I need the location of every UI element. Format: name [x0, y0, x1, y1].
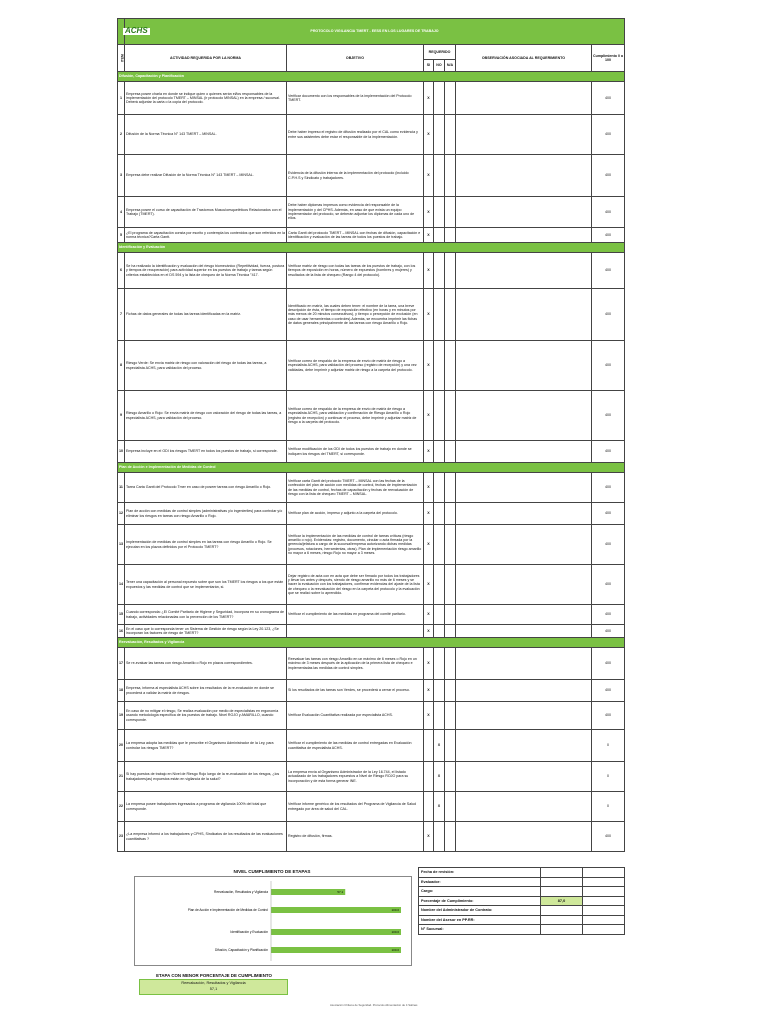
compliance-value: 400	[592, 605, 625, 625]
check-no	[434, 680, 445, 702]
item-number: 9	[118, 391, 125, 441]
compliance-value: 400	[592, 155, 625, 197]
info-row	[419, 925, 625, 935]
check-si: X	[424, 680, 434, 702]
chart-title: NIVEL CUMPLIMIENTO DE ETAPAS	[233, 869, 311, 874]
check-na	[445, 253, 456, 289]
check-si: X	[424, 391, 434, 441]
activity-text: Empresa debe realizar Difusión de la Norma Técnica N° 143 TMERT – MINSAL.	[125, 155, 287, 197]
col-cumplimiento: Cumplimiento 0 a 100	[592, 45, 625, 72]
check-si: X	[424, 648, 434, 680]
check-si: X	[424, 441, 434, 463]
check-si: X	[424, 503, 434, 525]
check-na	[445, 730, 456, 762]
section-header	[118, 463, 625, 473]
item-number: 14	[118, 565, 125, 605]
objective-text: Verificar correo de respaldo de la empresa de envío de matriz de riesgo a especialista ACHS, para validación del proceso (registro de recepción) y una vez validadas, debe imprimir y adjuntar matriz de riesgo a la carpeta del protocolo.	[287, 341, 424, 391]
min-stage-name: Reevaluación, Resultados y Vigilancia	[181, 981, 246, 985]
check-na	[445, 625, 456, 638]
col-si: SI	[424, 60, 434, 72]
objective-text: Dejar registro de acta con en acta que debe ser firmado por todos los trabajadores y llevar los antes y después, siendo de riesgo amarillo no más de 6 meses y se hacer la evaluación con los trabajadores, confirmar evidencias del ajuste de la lista de chequeo o la reevaluación del riesgo en la carpeta del protocolo y la evaluación que se realizó sobre lo aprendido.	[287, 565, 424, 605]
compliance-value: 400	[592, 441, 625, 463]
table-row	[118, 155, 625, 197]
item-number: 20	[118, 730, 125, 762]
section-title: Reevaluación, Resultados y Vigilancia	[118, 638, 625, 648]
objective-text: Verificar modificación de los ODI de todos los puestos de trabajo en donde se indiquen los riesgos del TMERT, si corresponde.	[287, 441, 424, 463]
info-blank	[583, 896, 625, 906]
chart-svg	[135, 877, 411, 965]
compliance-value: 400	[592, 253, 625, 289]
table-row	[118, 680, 625, 702]
min-stage-label: ETAPA CON MENOR PORCENTAJE DE CUMPLIMIENTO	[156, 973, 272, 978]
objective-text: La empresa envía al Organismo Administrador de la Ley 16.744, el listado actualizado de los trabajadores expuestos a Nivel de Riesgo ROJO para su incorporación y de esta forma generar INE.	[287, 762, 424, 792]
objective-text: Verificar correo de respaldo de la empresa de envío de matriz de riesgo a especialista ACHS, para validación y confirmación de Riesgo Amarillo o Rojo (registro de recepción) y continuar el proceso, debe imprimir y adjuntar matriz de riesgo a la carpeta del protocolo.	[287, 391, 424, 441]
check-na	[445, 341, 456, 391]
compliance-value: 400	[592, 625, 625, 638]
compliance-value: 400	[592, 648, 625, 680]
col-requerido: REQUERIDO	[424, 45, 456, 60]
activity-text: La empresa adopta las medidas que le prescribe el Organismo Administrador de la Ley, para controlar los riesgos TMERT?	[125, 730, 287, 762]
check-no	[434, 228, 445, 243]
observation-cell	[456, 82, 592, 115]
check-si: X	[424, 155, 434, 197]
observation-cell	[456, 155, 592, 197]
info-row	[419, 906, 625, 916]
info-row	[419, 877, 625, 887]
check-si: X	[424, 565, 434, 605]
info-blank	[583, 925, 625, 935]
compliance-value: 400	[592, 503, 625, 525]
table-row	[118, 730, 625, 762]
observation-cell	[456, 648, 592, 680]
table-row	[118, 115, 625, 155]
check-na	[445, 115, 456, 155]
check-si: X	[424, 228, 434, 243]
info-row	[419, 868, 625, 878]
observation-cell	[456, 702, 592, 730]
compliance-value: 400	[592, 228, 625, 243]
check-na	[445, 525, 456, 565]
check-no	[434, 341, 445, 391]
table-row	[118, 503, 625, 525]
objective-text: Verificar Evaluación Cuantitativa realizada por especialista ACHS.	[287, 702, 424, 730]
min-stage-box	[139, 979, 288, 995]
activity-text: Cuando corresponda: ¿El Comité Paritario de Higiene y Seguridad, incorpora en su cronograma de trabajo, actividades relacionadas con la prevención de los TMERT?	[125, 605, 287, 625]
table-row	[118, 341, 625, 391]
objective-text: Carta Gantt del protocolo TMERT – MINSAL con fechas de difusión, capacitación e identificación y evaluación de las tareas de todos los puestos de trabajo.	[287, 228, 424, 243]
compliance-value: 400	[592, 391, 625, 441]
logo-cell	[118, 19, 148, 45]
observation-cell	[456, 605, 592, 625]
table-row	[118, 473, 625, 503]
table-row	[118, 822, 625, 852]
review-info-table	[418, 867, 625, 935]
observation-cell	[456, 197, 592, 228]
info-label: Nombre del Administrador de Contrato:	[419, 906, 541, 916]
info-value	[541, 868, 583, 878]
activity-text: Empresa posee el curso de capacitación de Trastornos Musculoesqueléticos Relacionados con el Trabajo (TMERT).	[125, 197, 287, 228]
info-value	[541, 906, 583, 916]
observation-cell	[456, 680, 592, 702]
item-number: 4	[118, 197, 125, 228]
observation-cell	[456, 228, 592, 243]
chart-bar	[271, 889, 345, 895]
check-no	[434, 391, 445, 441]
objective-text: Verificar la implementación de las medidas de control de tareas críticas (riesgo amarillo o rojo). Evidencias: registro, documento, circular o acta firmada por la gerencia/jefatura a cargo de la sucursal/empresa autorizando dichas medidas (procesos, rotaciones, herramientas, otras). Plan de implementación riesgo amarillo no mayor a 6 meses, riesgo Rojo no mayor a 3 meses.	[287, 525, 424, 565]
check-no	[434, 503, 445, 525]
activity-text: La empresa posee trabajadores ingresados a programa de vigilancia 100% del total que corresponde.	[125, 792, 287, 822]
chart-category-label: Reevaluación, Resultados y Vigilancia	[214, 890, 268, 895]
check-no	[434, 253, 445, 289]
item-number: 1	[118, 82, 125, 115]
info-label: Nombre del Asesor en PP.RR:	[419, 915, 541, 925]
table-row	[118, 82, 625, 115]
check-si: X	[424, 197, 434, 228]
item-number: 19	[118, 702, 125, 730]
activity-text: En el caso que lo corresponda tener un Sistema de Gestión de riesgo según la Ley 20.123, ¿Se incorporan los factores de riesgo de TMERT?	[125, 625, 287, 638]
check-si: X	[424, 253, 434, 289]
info-blank	[583, 877, 625, 887]
chart-value-label: 57.1	[337, 890, 344, 895]
info-blank	[583, 868, 625, 878]
activity-text: Se ha realizado la identificación y evaluación del riesgo biomecánico (Repetitividad, fuerza, postura y tiempos de recuperación) para actividad superior en los puestos de trabajo y tareas según criterios establecidos en el DS 594 y la lista de chequeo de la Norma Técnica °417.	[125, 253, 287, 289]
item-number: 3	[118, 155, 125, 197]
objective-text: Reevaluar las tareas con riesgo Amarillo en un máximo de 6 meses o Rojo en un máximo de 3 meses después de la aplicación de la primera lista de chequeo e implementadas las medidas de control simples.	[287, 648, 424, 680]
check-na	[445, 197, 456, 228]
objective-text: Identificado en matriz, las cuales deben tener: el nombre de la tarea, una breve descripción de ésta, el tiempo de exposición efectivo (en horas y en minutos por más menos de 20 minutos consecutivos), y tiempo o percepción de exclusión (en caso de usar herramientas o controles).Además, se encuentra imprimir las fichas de datos generales principalmente de las tareas con riesgo Amarillo o Rojo.	[287, 289, 424, 341]
table-row	[118, 228, 625, 243]
observation-cell	[456, 115, 592, 155]
col-actividad: ACTIVIDAD REQUERIDA POR LA NORMA	[125, 45, 287, 72]
section-title: Plan de Acción e Implementación de Medidas de Control	[118, 463, 625, 473]
compliance-value: 400	[592, 289, 625, 341]
table-row	[118, 197, 625, 228]
check-si: X	[424, 605, 434, 625]
objective-text: Verificar el cumplimiento de las medidas de control entregadas en Evaluación cuantitativa de especialista ACHS.	[287, 730, 424, 762]
objective-text: Verificar informe genérico de los resultados del Programa de Vigilancia de Salud entregado por área de salud del CAL.	[287, 792, 424, 822]
section-header	[118, 72, 625, 82]
min-stage-value: 57,1	[209, 987, 218, 991]
objective-text: Verificar plan de acción, impreso y adjunto a la carpeta del protocolo.	[287, 503, 424, 525]
check-no	[434, 197, 445, 228]
observation-cell	[456, 762, 592, 792]
objective-text: Verificar matriz de riesgo con todas las tareas de los puestos de trabajo, con los tiempos de exposición en horas, número de expuestos (hombres y mujeres) y resultados de la lista de chequeo (Rango 4 del protocolo).	[287, 253, 424, 289]
item-number: 5	[118, 228, 125, 243]
info-row	[419, 887, 625, 897]
check-na	[445, 680, 456, 702]
item-number: 7	[118, 289, 125, 341]
compliance-value: 400	[592, 680, 625, 702]
info-value	[541, 877, 583, 887]
check-no	[434, 82, 445, 115]
check-si: X	[424, 82, 434, 115]
activity-text: Tarea Carta Gantt del Protocolo Tmer en caso de poseer tareas con riesgo Amarillo o Rojo.	[125, 473, 287, 503]
item-number: 6	[118, 253, 125, 289]
table-row	[118, 525, 625, 565]
section-header	[118, 243, 625, 253]
observation-cell	[456, 525, 592, 565]
col-objetivo: OBJETIVO	[287, 45, 424, 72]
check-na	[445, 441, 456, 463]
chart-category-label: Identificación y Evaluación	[230, 930, 268, 935]
check-no	[434, 155, 445, 197]
compliance-value: 400	[592, 197, 625, 228]
check-na	[445, 648, 456, 680]
check-no	[434, 441, 445, 463]
observation-cell	[456, 822, 592, 852]
info-value	[541, 887, 583, 897]
observation-cell	[456, 730, 592, 762]
footnote: Asociación Chilena de Seguridad. Protocolo Alimentación de 4 Salinas	[330, 1003, 418, 1007]
check-no: X	[434, 762, 445, 792]
chart-bar	[271, 947, 401, 953]
check-na	[445, 289, 456, 341]
check-na	[445, 702, 456, 730]
section-title: Identificación y Evaluación	[118, 243, 625, 253]
check-na	[445, 473, 456, 503]
item-number: 2	[118, 115, 125, 155]
info-label: Cargo:	[419, 887, 541, 897]
table-row	[118, 391, 625, 441]
table-row	[118, 253, 625, 289]
objective-text: Si los resultados de las tareas son Verdes, se procederá a cerrar el proceso.	[287, 680, 424, 702]
objective-text: Debe haber impreso el registro de difusión realizado por el CAL como evidencia y entre sus asistentes debe estar el responsable de la implementación.	[287, 115, 424, 155]
activity-text: Plan de acción con medidas de control simples (administrativas y/o ingenieriles) para controlar y/o eliminar los riesgos en tareas con riesgo Amarillo o Rojo.	[125, 503, 287, 525]
col-item: ITEM	[118, 45, 125, 72]
item-number: 10	[118, 441, 125, 463]
check-si: X	[424, 525, 434, 565]
check-no: X	[434, 792, 445, 822]
info-value	[541, 925, 583, 935]
check-si: X	[424, 289, 434, 341]
compliance-value: 0	[592, 792, 625, 822]
chart-value-label: 100.0	[391, 930, 399, 935]
objective-text: Registro de difusión, firmas.	[287, 822, 424, 852]
observation-cell	[456, 253, 592, 289]
check-no	[434, 822, 445, 852]
check-na	[445, 391, 456, 441]
chart-bar	[271, 929, 401, 935]
table-row	[118, 648, 625, 680]
check-no: X	[434, 730, 445, 762]
check-si	[424, 730, 434, 762]
objective-text: Debe haber diplomas impresos como evidencia del responsable de la implementación y del CPHS. Además, en caso de que exista un equipo implementador del protocolo, se deberán adjuntar los diplomas de cada uno de ellos.	[287, 197, 424, 228]
check-na	[445, 82, 456, 115]
chart-category-label: Difusión, Capacitación y Planificación	[215, 948, 268, 953]
observation-cell	[456, 341, 592, 391]
check-na	[445, 155, 456, 197]
check-no	[434, 648, 445, 680]
item-number: 21	[118, 762, 125, 792]
info-row	[419, 915, 625, 925]
objective-text	[287, 625, 424, 638]
activity-text: ¿La empresa informó a los trabajadores y CPHS, Sindicatos de los resultados de las evaluaciones cuantitativas ?	[125, 822, 287, 852]
check-si: X	[424, 341, 434, 391]
protocol-sheet	[117, 18, 624, 852]
activity-text: En caso de no mitigar el riesgo, Se realiza evaluación por medio de especialistas en ergonomía usando metodología específica de los puestos de trabajo. Nivel ROJO y AMARILLO, cuando corresponde.	[125, 702, 287, 730]
table-row	[118, 762, 625, 792]
check-no	[434, 289, 445, 341]
table-row	[118, 702, 625, 730]
document-title: PROTOCOLO VIGILANCIA TMERT - EESS EN LOS LUGARES DE TRABAJO	[125, 19, 625, 45]
activity-text: Empresa incluye en el ODI los riesgos TMERT en todos los puestos de trabajo, si corresponde.	[125, 441, 287, 463]
info-blank	[583, 887, 625, 897]
info-label: Porcentaje de Cumplimiento:	[419, 896, 541, 906]
objective-text: Verificar carta Gantt del protocolo TMERT – MINSAL con las fechas de la confección del plan de acción con medidas de control, fechas de implementación de las medidas de control, fechas de capacitación y fechas de reevaluación de riesgo con la lista de chequeo TMERT – MINSAL.	[287, 473, 424, 503]
observation-cell	[456, 289, 592, 341]
observation-cell	[456, 473, 592, 503]
activity-text: Implementación de medidas de control simples en las tareas con riesgo Amarillo o Rojo. Se ejecutan en los plazos definidos por el Protocolo TMERT?	[125, 525, 287, 565]
compliance-value: 400	[592, 565, 625, 605]
observation-cell	[456, 625, 592, 638]
objective-text: Verificar documento con los responsables de la implementación del Protocolo TMERT.	[287, 82, 424, 115]
check-no	[434, 702, 445, 730]
compliance-value: 400	[592, 525, 625, 565]
item-number: 15	[118, 605, 125, 625]
compliance-value: 400	[592, 82, 625, 115]
section-header	[118, 638, 625, 648]
info-row	[419, 896, 625, 906]
compliance-value: 400	[592, 702, 625, 730]
check-no	[434, 115, 445, 155]
item-number: 16	[118, 625, 125, 638]
item-number: 17	[118, 648, 125, 680]
col-na: N/A	[445, 60, 456, 72]
protocol-table	[117, 18, 625, 852]
item-number: 23	[118, 822, 125, 852]
table-row	[118, 289, 625, 341]
activity-text: Riesgo Amarillo o Rojo: Se envía matriz de riesgo con valoración del riesgo de todas las tareas, a especialista ACHS, para validación del proceso.	[125, 391, 287, 441]
check-si: X	[424, 702, 434, 730]
table-row	[118, 605, 625, 625]
check-no	[434, 605, 445, 625]
activity-text: Riesgo Verde: Se envía matriz de riesgo con valoración del riesgo de todas las tareas, a especialista ACHS, para validación del proceso.	[125, 341, 287, 391]
compliance-value: 400	[592, 341, 625, 391]
chart-value-label: 100.0	[391, 908, 399, 913]
check-na	[445, 792, 456, 822]
observation-cell	[456, 565, 592, 605]
info-label: Fecha de revisión:	[419, 868, 541, 878]
achs-logo: ACHS	[125, 26, 148, 36]
check-na	[445, 605, 456, 625]
stage-compliance-chart	[134, 876, 412, 966]
col-observacion: OBSERVACIÓN ASOCIADA AL REQUERIMIENTO	[456, 45, 592, 72]
info-value	[541, 915, 583, 925]
info-label: N° Sucursal:	[419, 925, 541, 935]
table-row	[118, 792, 625, 822]
info-blank	[583, 906, 625, 916]
observation-cell	[456, 792, 592, 822]
activity-text: ¿El programa de capacitación consta por escrito y contempla los contenidos que son referidos en la norma técnica?Carta Gantt.	[125, 228, 287, 243]
check-si: X	[424, 115, 434, 155]
check-na	[445, 822, 456, 852]
check-no	[434, 473, 445, 503]
observation-cell	[456, 391, 592, 441]
check-na	[445, 228, 456, 243]
check-si	[424, 792, 434, 822]
info-label: Evaluador:	[419, 877, 541, 887]
compliance-value: 0	[592, 730, 625, 762]
compliance-value: 400	[592, 473, 625, 503]
activity-text: Tener una capacitación al personal expuesto sobre que son los TMERT los riesgos a los que están expuestos y las medidas de control que se implementarán, si.	[125, 565, 287, 605]
chart-value-label: 100.0	[391, 948, 399, 953]
compliance-value: 400	[592, 822, 625, 852]
compliance-value: 0	[592, 762, 625, 792]
check-na	[445, 762, 456, 792]
check-no	[434, 565, 445, 605]
item-number: 8	[118, 341, 125, 391]
activity-text: Fichas de datos generales de todas las tareas identificadas en la matriz.	[125, 289, 287, 341]
check-si: X	[424, 625, 434, 638]
observation-cell	[456, 441, 592, 463]
check-si	[424, 762, 434, 792]
item-number: 11	[118, 473, 125, 503]
chart-category-label: Plan de Acción e Implementación de Medidas de Control	[187, 908, 268, 913]
section-title: Difusión, Capacitación y Planificación	[118, 72, 625, 82]
table-row	[118, 441, 625, 463]
item-number: 12	[118, 503, 125, 525]
observation-cell	[456, 503, 592, 525]
check-no	[434, 625, 445, 638]
check-si: X	[424, 822, 434, 852]
table-row	[118, 625, 625, 638]
activity-text: Difusión de la Norma Técnica N° 143 TMERT – MINSAL.	[125, 115, 287, 155]
item-number: 13	[118, 525, 125, 565]
activity-text: Se re-evaluar las tareas con riesgo Amarillo o Rojo en plazos correspondientes.	[125, 648, 287, 680]
check-si: X	[424, 473, 434, 503]
activity-text: Empresa, informa al especialista ACHS sobre los resultados de la re-evaluación en donde se procederá a validar la matriz de riesgos.	[125, 680, 287, 702]
activity-text: Si hay puestos de trabajo en Nivel de Riesgo Rojo luego de la re-evaluación de los riesgos, ¿los trabajadores(as) expuestos están en vigilancia de la salud?	[125, 762, 287, 792]
compliance-value: 400	[592, 115, 625, 155]
item-number: 18	[118, 680, 125, 702]
item-number: 22	[118, 792, 125, 822]
check-na	[445, 565, 456, 605]
chart-bar	[271, 907, 401, 913]
table-row	[118, 565, 625, 605]
objective-text: Verificar el cumplimiento de las medidas en programa del comité paritario.	[287, 605, 424, 625]
info-value: 87,0	[541, 896, 583, 906]
info-blank	[583, 915, 625, 925]
activity-text: Empresa posee charla en donde se indique quien o quienes serán el/los responsables de la implementación del protocolo TMERT – MINSAL (ir protocolo MINSAL) en la empresa / sucursal. Deberá adjuntar la carta o la copia del protocolo.	[125, 82, 287, 115]
check-no	[434, 525, 445, 565]
col-no: NO	[434, 60, 445, 72]
objective-text: Evidencia de la difusión interna de la implementación del protocolo (incluido C.P.H.S y Sindicato y trabajadores.	[287, 155, 424, 197]
check-na	[445, 503, 456, 525]
